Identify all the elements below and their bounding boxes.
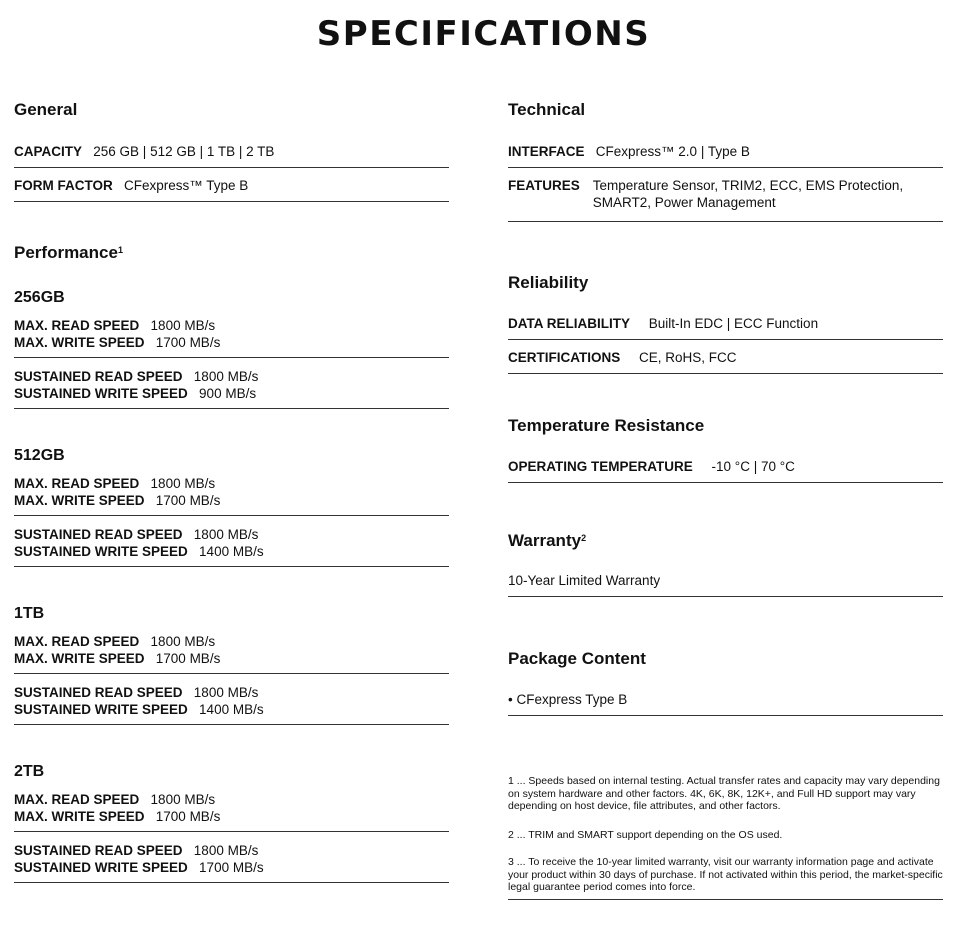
max-speed-group: MAX. READ SPEED 1800 MB/s MAX. WRITE SPEED 1700 MB/s (14, 791, 449, 832)
section-heading-temperature: Temperature Resistance (508, 416, 705, 435)
model-heading-512gb: 512GB (14, 447, 65, 464)
footnote-ref: 1 (117, 245, 123, 255)
page-title: SPECIFICATIONS (316, 14, 651, 54)
spec-row-form-factor (14, 177, 449, 202)
interface-label: INTERFACE (508, 144, 585, 159)
footnote-2: 2 ... TRIM and SMART support depending on the OS used. (508, 829, 783, 841)
sustained-speed-group: SUSTAINED READ SPEED 1800 MB/s SUSTAINED WRITE SPEED 1400 MB/s (14, 526, 449, 567)
section-heading-performance: Performance$^1$ (14, 243, 123, 262)
section-heading-warranty: Warranty$^2$ (508, 531, 587, 550)
max-speed-group: MAX. READ SPEED 1800 MB/s MAX. WRITE SPEED 1700 MB/s (14, 475, 449, 516)
max-speed-group: MAX. READ SPEED 1800 MB/s MAX. WRITE SPEED 1700 MB/s (14, 633, 449, 674)
spec-row-interface (508, 143, 943, 168)
model-heading-256gb: 256GB (14, 289, 65, 306)
section-heading-reliability: Reliability (508, 273, 589, 292)
capacity-label: CAPACITY (14, 144, 83, 159)
certifications-label: CERTIFICATIONS (508, 350, 621, 365)
operating-temperature-label: OPERATING TEMPERATURE (508, 459, 693, 474)
spec-row-data-reliability (508, 315, 943, 340)
spec-row-operating-temperature (508, 458, 943, 483)
section-heading-general: General (14, 100, 78, 119)
form-factor-label: FORM FACTOR (14, 178, 113, 193)
certifications-value: CE, RoHS, FCC (639, 350, 737, 365)
package-item: • CFexpress Type B (508, 691, 943, 716)
form-factor-value: CFexpress™ Type B (124, 178, 249, 193)
interface-value: CFexpress™ 2.0 | Type B (595, 144, 750, 159)
spec-row-certifications (508, 349, 943, 374)
spec-row-features (508, 177, 943, 222)
spec-row-capacity (14, 143, 449, 168)
sustained-speed-group: SUSTAINED READ SPEED 1800 MB/s SUSTAINED WRITE SPEED 1700 MB/s (14, 842, 449, 883)
model-heading-2tb: 2TB (14, 763, 45, 780)
data-reliability-value: Built-In EDC | ECC Function (648, 316, 819, 331)
data-reliability-label: DATA RELIABILITY (508, 316, 630, 331)
max-speed-group: MAX. READ SPEED 1800 MB/s MAX. WRITE SPEED 1700 MB/s (14, 317, 449, 358)
sustained-speed-group: SUSTAINED READ SPEED 1800 MB/s SUSTAINED WRITE SPEED 900 MB/s (14, 368, 449, 409)
capacity-value: 256 GB | 512 GB | 1 TB | 2 TB (93, 144, 275, 159)
footnote-3: 3 ... To receive the 10-year limited warranty, visit our warranty information page and activate your product within 30 days of purchase. If not activated within this period, the market-specific legal guarantee period comes into force. (508, 856, 943, 900)
sustained-speed-group: SUSTAINED READ SPEED 1800 MB/s SUSTAINED WRITE SPEED 1400 MB/s (14, 684, 449, 725)
section-heading-technical: Technical (508, 100, 586, 119)
footnote-ref: 2 (581, 533, 587, 543)
features-label: FEATURES (508, 178, 580, 193)
warranty-text: 10-Year Limited Warranty (508, 572, 943, 597)
features-value: Temperature Sensor, TRIM2, ECC, EMS Protection, SMART2, Power Management (592, 178, 904, 210)
operating-temperature-value: -10 °C | 70 °C (711, 459, 795, 474)
model-heading-1tb: 1TB (14, 605, 45, 622)
footnote-1: 1 ... Speeds based on internal testing. Actual transfer rates and capacity may vary depending on system hardware and other factors. 4K, 6K, 8K, 12K+, and Full HD support may vary depending on host device, file attributes, and other factors. (508, 775, 940, 812)
section-heading-package: Package Content (508, 649, 646, 668)
